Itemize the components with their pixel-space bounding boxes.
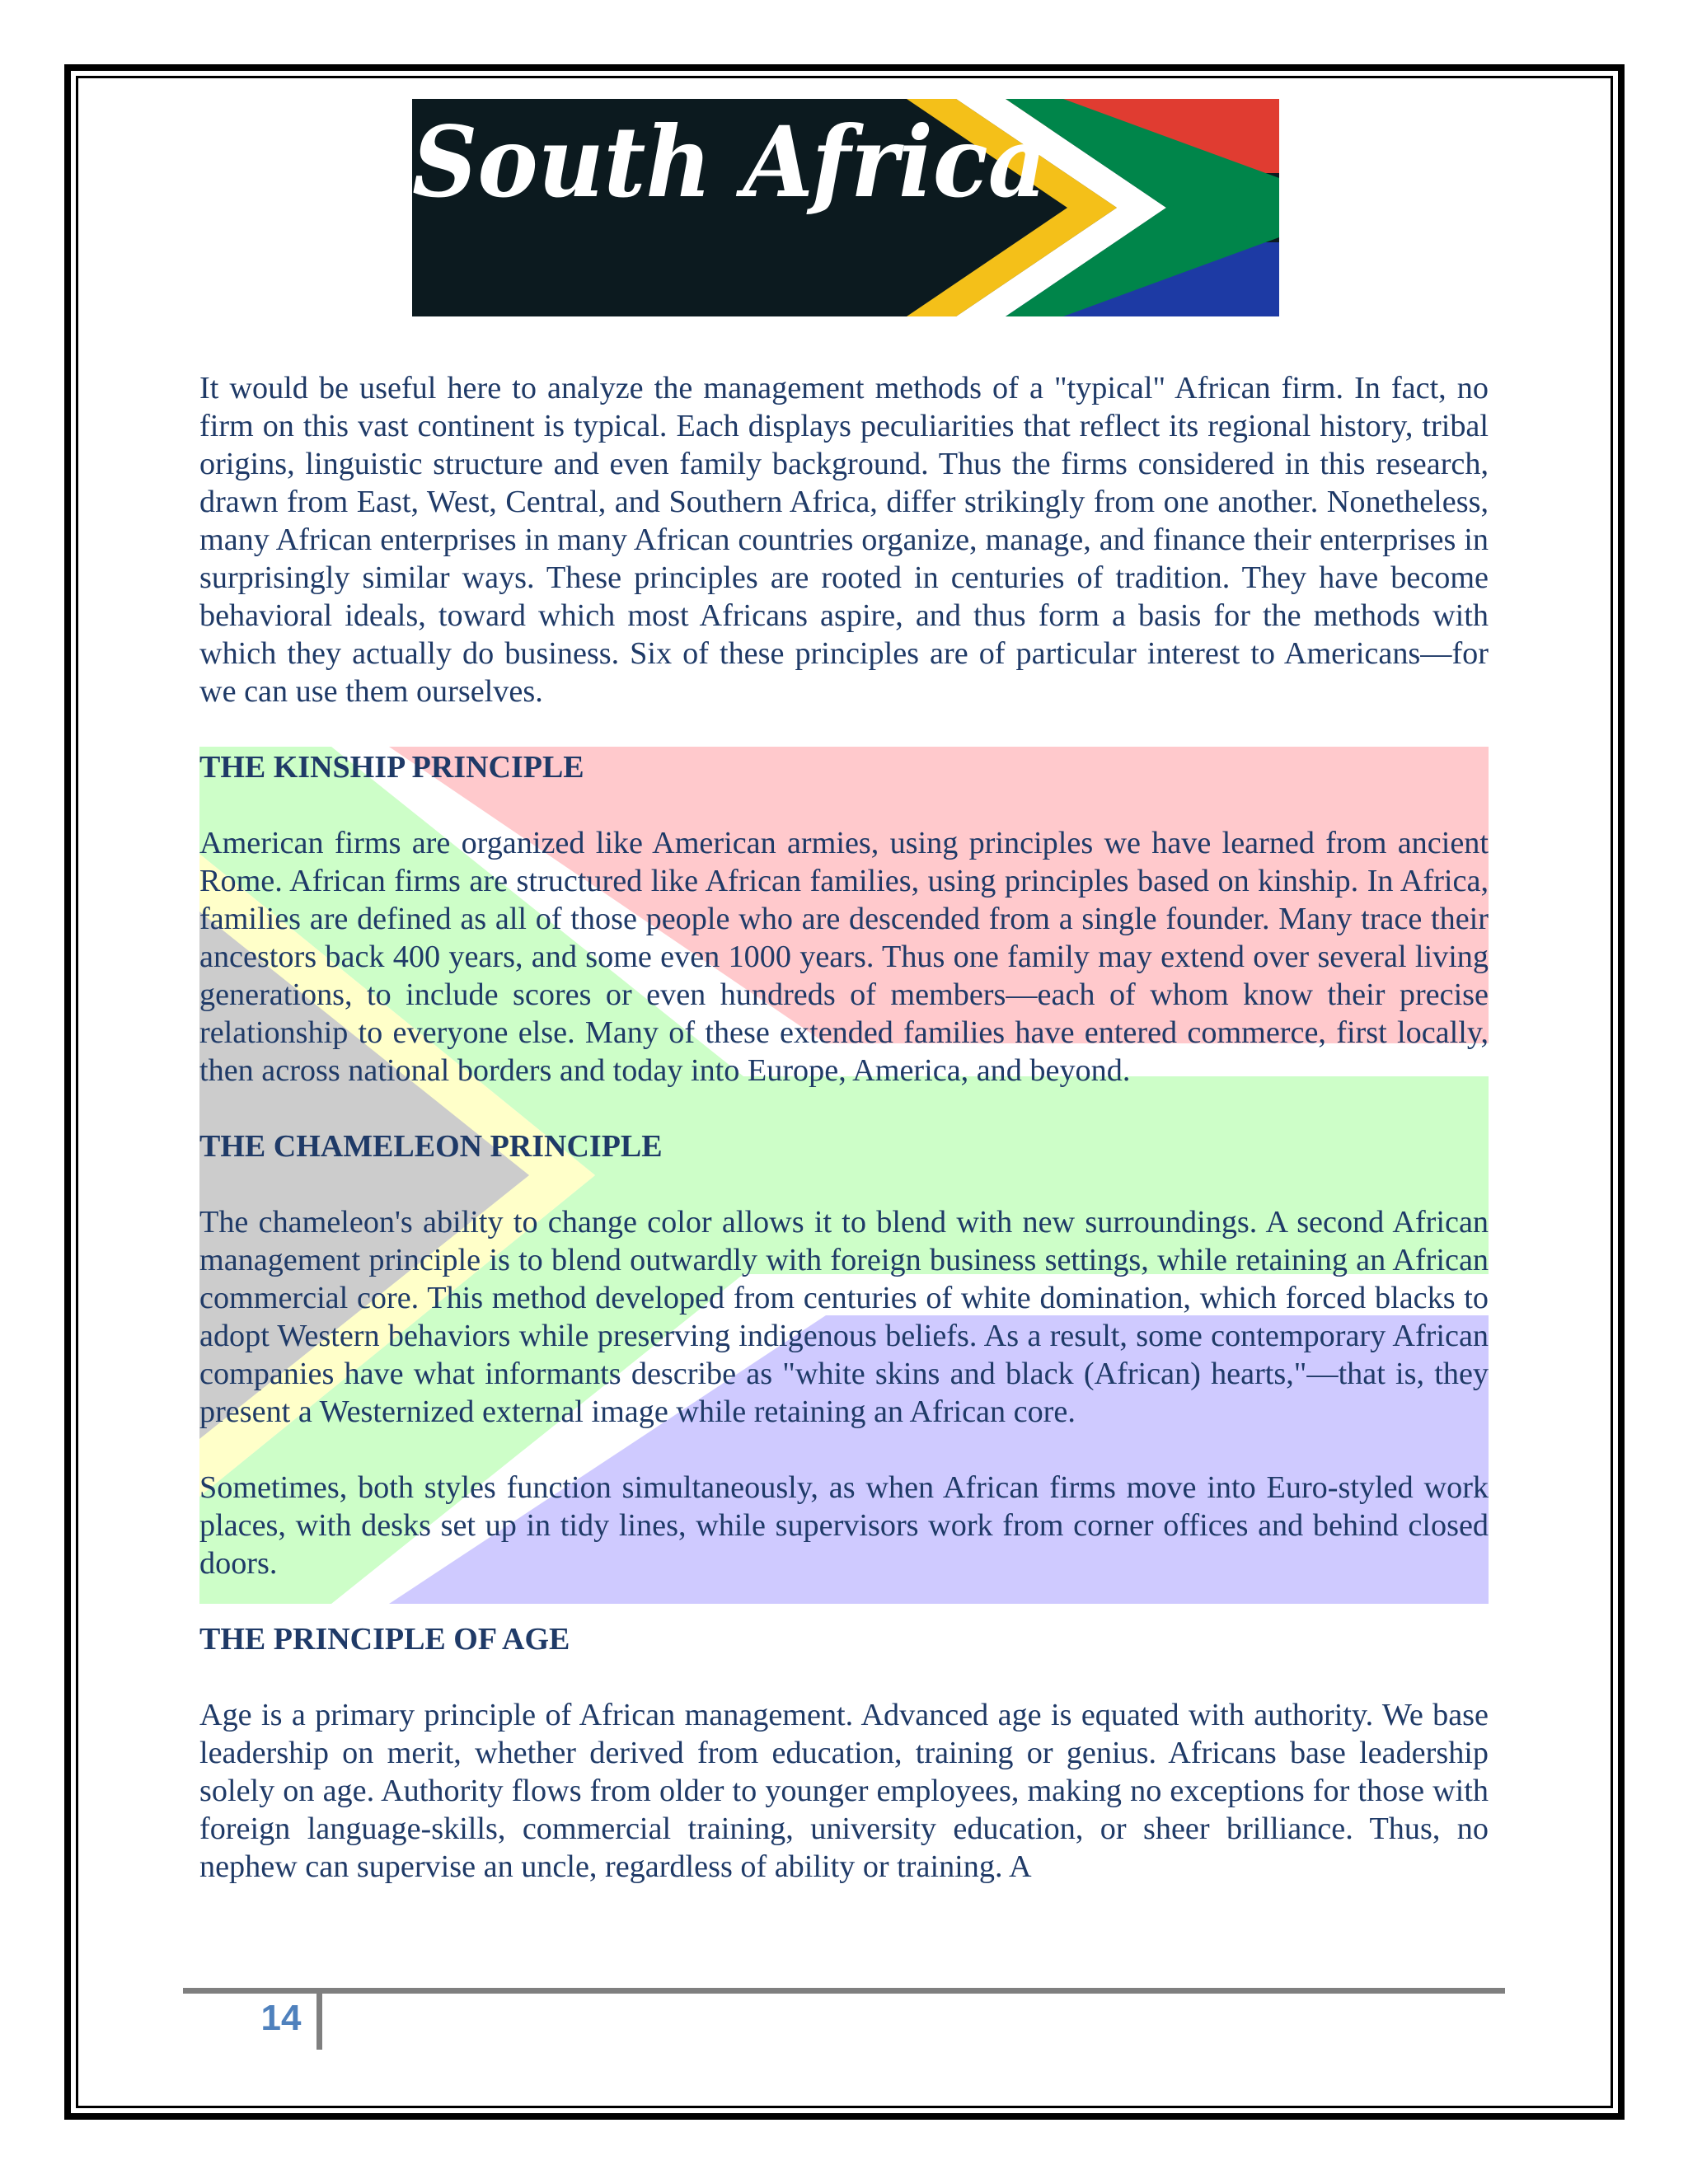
chameleon-paragraph-1: The chameleon's ability to change color allows it to blend with new surroundings. A second African management principle is to blend outwardly with foreign business settings, while retaining an African commercial core. This method developed from centuries of white domination, which forced blacks to adopt Western behaviors while preserving indigenous beliefs. As a result, some contemporary African companies have what informants describe as "white skins and black (African) hearts,"—that is, they present a Westernized external image while retaining an African core. [199, 1205, 1489, 1429]
footer-divider [316, 1994, 322, 2050]
kinship-paragraph: American firms are organized like American armies, using principles we have learned from ancient Rome. African firms are structured like African families, using principles based on kinship. In Africa, families are defined as all of those people who are descended from a single founder. Many trace their ancestors back 400 years, and some even 1000 years. Thus one family may extend over several living generations, to include scores or even hundreds of members—each of whom know their precise relationship to everyone else. Many of these extended families have entered commerce, first locally, then across national borders and today into Europe, America, and beyond. [199, 826, 1489, 1088]
footer-rule [183, 1988, 1505, 1994]
chameleon-heading: THE CHAMELEON PRINCIPLE [199, 1129, 663, 1164]
document-body [199, 369, 1489, 1886]
chameleon-paragraph-2: Sometimes, both styles function simultaneously, as when African firms move into Euro-styled work places, with desks set up in tidy lines, while supervisors work from corner offices and behind closed doors. [199, 1470, 1489, 1581]
age-heading: THE PRINCIPLE OF AGE [199, 1622, 570, 1657]
svg-text:South Africa: South Africa [412, 105, 1047, 219]
page-number: 14 [260, 1998, 302, 2038]
kinship-heading: THE KINSHIP PRINCIPLE [199, 750, 584, 785]
south-africa-banner [412, 99, 1279, 316]
south-africa-logo-lettering [412, 99, 1088, 231]
age-paragraph: Age is a primary principle of African management. Advanced age is equated with authority. We base leadership on merit, whether derived from education, training or genius. Africans base leadership solely on age. Authority flows from older to younger employees, making no exceptions for those with foreign language-skills, commercial training, university education, or sheer brilliance. Thus, no nephew can supervise an uncle, regardless of ability or training. A [199, 1698, 1489, 1884]
intro-paragraph: It would be useful here to analyze the management methods of a "typical" African firm. In fact, no firm on this vast continent is typical. Each displays peculiarities that reflect its regional history, tribal origins, linguistic structure and even family background. Thus the firms considered in this research, drawn from East, West, Central, and Southern Africa, differ strikingly from one another. Nonetheless, many African enterprises in many African countries organize, manage, and finance their enterprises in surprisingly similar ways. These principles are rooted in centuries of tradition. They have become behavioral ideals, toward which most Africans aspire, and thus form a basis for the methods with which they actually do business. Six of these principles are of particular interest to Americans—for we can use them ourselves. [199, 371, 1489, 709]
